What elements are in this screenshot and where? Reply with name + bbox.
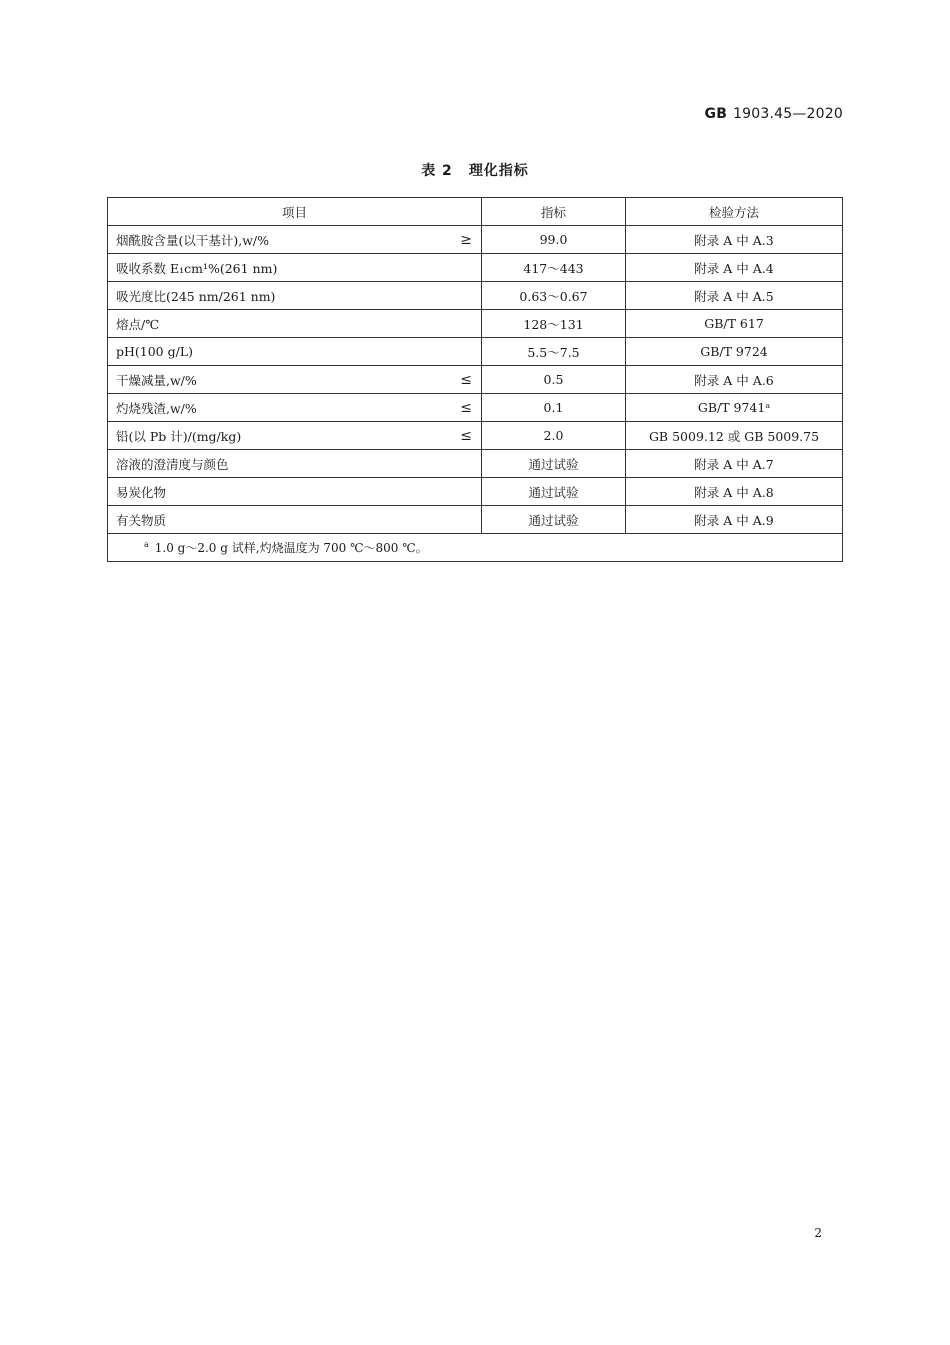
item-cell — [108, 226, 482, 254]
method-cell: 附录 A 中 A.3 — [626, 226, 843, 254]
table-row — [108, 478, 843, 506]
index-cell: 通过试验 — [482, 506, 626, 534]
index-cell: 0.5 — [482, 366, 626, 394]
method-cell: GB 5009.12 或 GB 5009.75 — [626, 422, 843, 450]
index-cell: 5.5～7.5 — [482, 338, 626, 366]
table-title — [0, 160, 950, 180]
index-cell: 99.0 — [482, 226, 626, 254]
method-cell: 附录 A 中 A.8 — [626, 478, 843, 506]
column-header-item: 项目 — [108, 198, 482, 226]
item-cell — [108, 506, 482, 534]
table-row — [108, 226, 843, 254]
item-name: 灼烧残渣,w/% — [116, 400, 197, 416]
item-name: 吸收系数 E₁cm¹%(261 nm) — [116, 260, 278, 276]
table-row — [108, 366, 843, 394]
table-header-row — [108, 198, 843, 226]
index-cell: 通过试验 — [482, 450, 626, 478]
standard-number: 1903.45—2020 — [733, 106, 843, 122]
column-header-method: 检验方法 — [626, 198, 843, 226]
item-name: 干燥减量,w/% — [116, 372, 197, 388]
standard-code — [705, 106, 844, 122]
item-cell — [108, 450, 482, 478]
method-cell: 附录 A 中 A.6 — [626, 366, 843, 394]
spec-table — [107, 197, 843, 562]
item-name: 吸光度比(245 nm/261 nm) — [116, 288, 276, 304]
limit-symbol: ≤ — [460, 399, 472, 416]
method-cell: 附录 A 中 A.9 — [626, 506, 843, 534]
item-cell — [108, 254, 482, 282]
method-cell: 附录 A 中 A.5 — [626, 282, 843, 310]
item-cell — [108, 422, 482, 450]
item-name: 熔点/℃ — [116, 316, 160, 332]
table-body — [108, 226, 843, 534]
item-cell — [108, 338, 482, 366]
column-header-index: 指标 — [482, 198, 626, 226]
table-row — [108, 254, 843, 282]
table-row — [108, 282, 843, 310]
table-row — [108, 450, 843, 478]
table-title-text: 理化指标 — [468, 163, 529, 179]
item-name: 有关物质 — [116, 512, 167, 528]
index-cell: 0.63～0.67 — [482, 282, 626, 310]
limit-symbol: ≤ — [460, 371, 472, 388]
index-cell: 2.0 — [482, 422, 626, 450]
limit-symbol: ≥ — [460, 231, 472, 248]
index-cell: 128～131 — [482, 310, 626, 338]
table-number: 表 2 — [421, 163, 453, 179]
index-cell: 417～443 — [482, 254, 626, 282]
table-row — [108, 310, 843, 338]
item-cell — [108, 394, 482, 422]
limit-symbol: ≤ — [460, 427, 472, 444]
index-cell: 通过试验 — [482, 478, 626, 506]
item-cell — [108, 366, 482, 394]
table-row — [108, 506, 843, 534]
item-cell — [108, 310, 482, 338]
method-cell: GB/T 9741ᵃ — [626, 394, 843, 422]
item-name: pH(100 g/L) — [116, 344, 194, 359]
standard-prefix: GB — [704, 106, 728, 122]
item-cell — [108, 478, 482, 506]
table-row — [108, 422, 843, 450]
method-cell: GB/T 9724 — [626, 338, 843, 366]
item-name: 易炭化物 — [116, 484, 167, 500]
footnote-text: 1.0 g～2.0 g 试样,灼烧温度为 700 ℃～800 ℃。 — [154, 541, 428, 555]
page-number: 2 — [814, 1226, 822, 1240]
footnote — [108, 534, 843, 562]
footnote-mark: a — [144, 540, 149, 549]
footnote-row — [108, 534, 843, 562]
method-cell: 附录 A 中 A.4 — [626, 254, 843, 282]
table-row — [108, 394, 843, 422]
method-cell: GB/T 617 — [626, 310, 843, 338]
item-name: 铅(以 Pb 计)/(mg/kg) — [116, 428, 242, 444]
item-name: 烟酰胺含量(以干基计),w/% — [116, 232, 270, 248]
table-row — [108, 338, 843, 366]
index-cell: 0.1 — [482, 394, 626, 422]
item-name: 溶液的澄清度与颜色 — [116, 456, 229, 472]
method-cell: 附录 A 中 A.7 — [626, 450, 843, 478]
item-cell — [108, 282, 482, 310]
